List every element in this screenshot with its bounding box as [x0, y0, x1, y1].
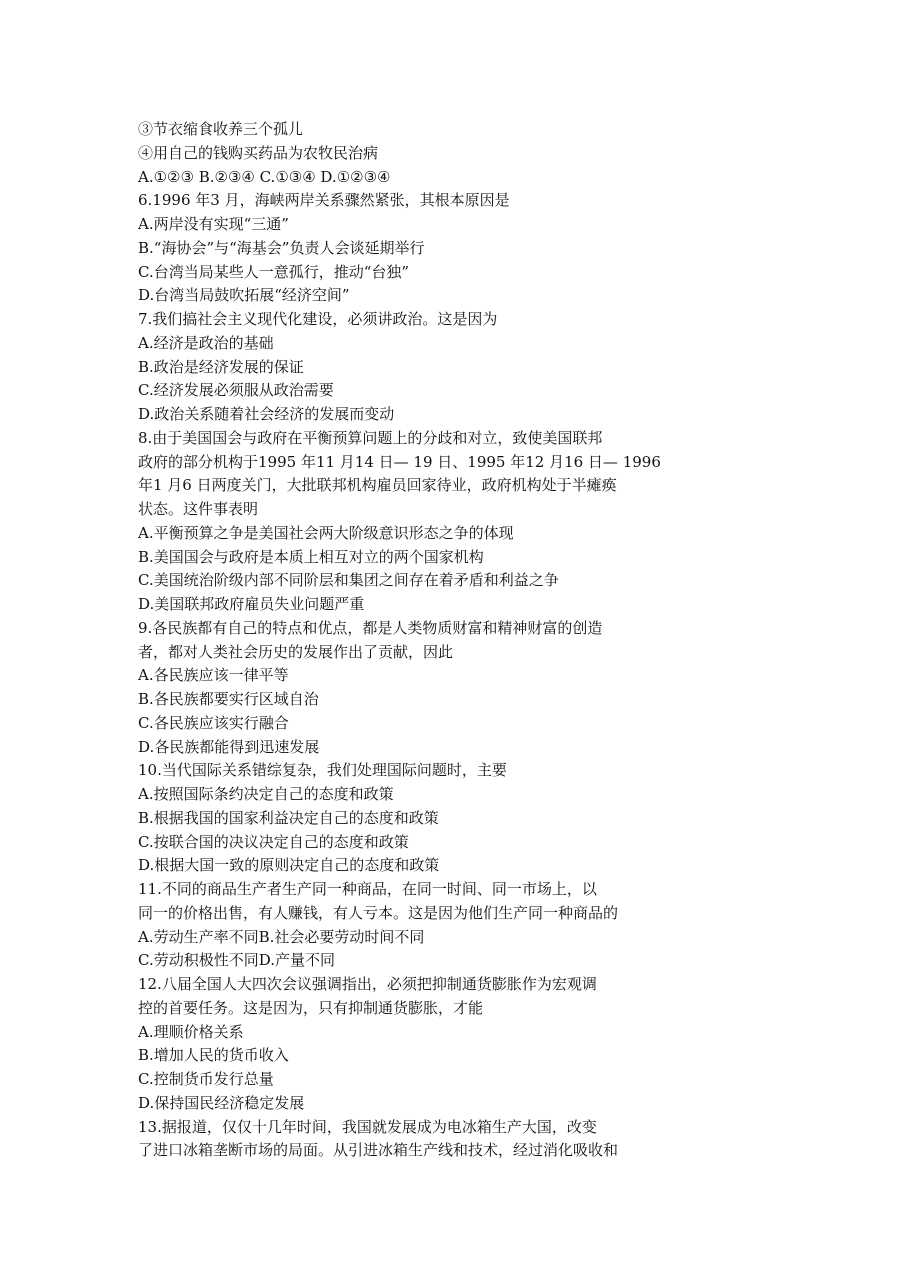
text-line: B.政治是经济发展的保证	[138, 357, 304, 376]
text-line: 12.八届全国人大四次会议强调指出，必须把抑制通货膨胀作为宏观调	[138, 975, 597, 993]
text-line: C.按联合国的决议决定自己的态度和政策	[138, 832, 409, 851]
text-line: 11.不同的商品生产者生产同一种商品，在同一时间、同一市场上，以	[138, 880, 597, 898]
text-line: 控的首要任务。这是因为，只有抑制通货膨胀，才能	[138, 998, 484, 1017]
text-line: A.①②③ B.②③④ C.①③④ D.①②③④	[138, 167, 391, 186]
text-line: D.根据大国一致的原则决定自己的态度和政策	[138, 856, 440, 875]
text-line: 7.我们搞社会主义现代化建设，必须讲政治。这是因为	[138, 310, 498, 328]
document-body	[138, 118, 678, 1163]
text-line: C.各民族应该实行融合	[138, 713, 289, 732]
text-line: D.台湾当局鼓吹拓展“经济空间”	[138, 286, 350, 305]
text-line: D.政治关系随着社会经济的发展而变动	[138, 405, 395, 423]
text-line: B.根据我国的国家利益决定自己的态度和政策	[138, 808, 439, 827]
text-line: 9.各民族都有自己的特点和优点，都是人类物质财富和精神财富的创造	[138, 618, 603, 637]
text-line: D.保持国民经济稳定发展	[138, 1093, 305, 1112]
text-line: 状态。这件事表明	[138, 500, 259, 518]
text-line: 6.1996 年3 月，海峡两岸关系骤然紧张，其根本原因是	[138, 191, 510, 210]
text-line: ④用自己的钱购买药品为农牧民治病	[138, 143, 379, 162]
text-line: A.各民族应该一律平等	[138, 666, 289, 685]
text-line: C.经济发展必须服从政治需要	[138, 381, 334, 400]
text-line: 13.据报道，仅仅十几年时间，我国就发展成为电冰箱生产大国，改变	[138, 1117, 597, 1136]
text-line: A.两岸没有实现“三通”	[138, 215, 289, 233]
text-line: B.“海协会”与“海基会”负责人会谈延期举行	[138, 238, 425, 257]
text-line: C.控制货币发行总量	[138, 1070, 274, 1088]
text-line: B.美国国会与政府是本质上相互对立的两个国家机构	[138, 547, 484, 566]
text-line: A.劳动生产率不同B.社会必要劳动时间不同	[138, 927, 425, 946]
text-line: A.按照国际条约决定自己的态度和政策	[138, 785, 394, 803]
text-line: 8.由于美国国会与政府在平衡预算问题上的分歧和对立，致使美国联邦	[138, 428, 603, 447]
text-line: C.劳动积极性不同D.产量不同	[138, 951, 335, 970]
text-line: 了进口冰箱垄断市场的局面。从引进冰箱生产线和技术，经过消化吸收和	[138, 1141, 619, 1160]
text-line: B.增加人民的货币收入	[138, 1046, 289, 1065]
text-line: 政府的部分机构于1995 年11 月14 日— 19 日、1995 年12 月16 日— 1996	[138, 452, 661, 471]
text-line: D.美国联邦政府雇员失业问题严重	[138, 595, 365, 613]
text-line: C.台湾当局某些人一意孤行，推动“台独”	[138, 262, 410, 281]
text-line: 者，都对人类社会历史的发展作出了贡献，因此	[138, 642, 454, 661]
text-line: A.经济是政治的基础	[138, 333, 274, 352]
text-line: 同一的价格出售，有人赚钱，有人亏本。这是因为他们生产同一种商品的	[138, 903, 619, 922]
text-line: D.各民族都能得到迅速发展	[138, 737, 320, 756]
text-line: A.平衡预算之争是美国社会两大阶级意识形态之争的体现	[138, 523, 514, 542]
text-line: ③节衣缩食收养三个孤儿	[138, 120, 304, 138]
text-line: C.美国统治阶级内部不同阶层和集团之间存在着矛盾和利益之争	[138, 571, 559, 590]
text-line: B.各民族都要实行区域自治	[138, 690, 319, 708]
text-line: 年1 月6 日两度关门，大批联邦机构雇员回家待业，政府机构处于半瘫痪	[138, 476, 617, 495]
text-line: 10.当代国际关系错综复杂，我们处理国际问题时，主要	[138, 761, 507, 780]
text-line: A.理顺价格关系	[138, 1022, 244, 1041]
